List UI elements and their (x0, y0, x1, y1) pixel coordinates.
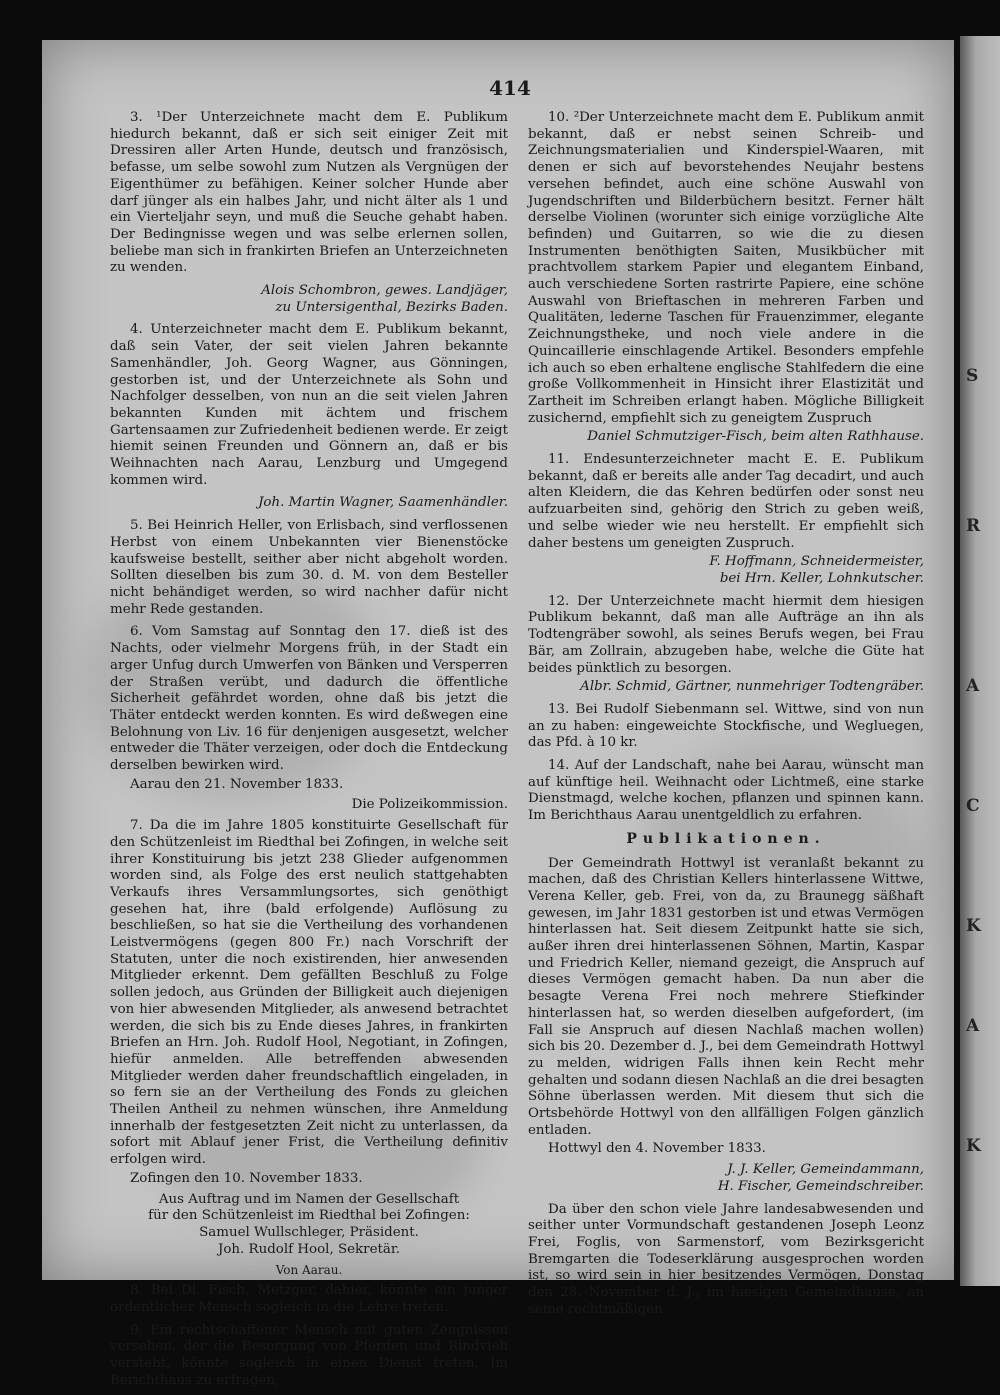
ad-10: 10. ²Der Unterzeichnete macht dem E. Publikum anmit bekannt, daß er nebst seinen Schreib- und Zeichnungsmaterialien und Kinderspiel-Waaren, mit denen er sich auf bevorstehendes Neujahr bestens versehen befindet, auch eine schöne Auswahl von Jugendschriften und Bilderbüchern besitzt. Ferner hält derselbe Violinen (worunter sich einige vorzügliche Alte befinden) und Guitarren, so wie die zu diesen Instrumenten benöthigten Saiten, Musikbücher mit prachtvollem starkem Papier und elegantem Einband, auch verschiedene Sorten rastrirte Papiere, eine schöne Auswahl von Brieftaschen in mehreren Farben und Qualitäten, lederne Taschen für Frauenzimmer, elegante Zeichnungstheke, und noch viele andere in die Quincaillerie einschlagende Artikel. Besonders empfehle ich auch so eben erhaltene englische Stahlfedern die eine große Vollkommenheit in Hinsicht ihrer Elastizität und Zartheit im Schreiben erlangt haben. Mögliche Billigkeit zusichernd, empfiehlt sich zu geneigtem Zuspruch (528, 110, 924, 426)
ad-3-signature-2: zu Untersigenthal, Bezirks Baden. (275, 299, 508, 315)
ad-4-signature: Joh. Martin Wagner, Saamenhändler. (258, 495, 508, 511)
ad-6-date: Aarau den 21. November 1833. (130, 776, 344, 792)
ad-4: 4. Unterzeichneter macht dem E. Publikum bekannt, daß sein Vater, der seit vielen Jahren bekannte Samenhändler, Joh. Georg Wagner, aus Gönningen, gestorben ist, und der Unterzeichnete als Sohn und Nachfolger desselben, von nun an die seit vielen Jahren bekannten Kunden mit ächtem und frischem Gartensaamen zur Zufriedenheit bedienen werde. Er zeigt hiemit seinen Freunden und Gönnern an, daß er bis Weihnachten nach Aarau, Lenzburg und Umgegend kommen wird. (110, 322, 508, 488)
ad-7: 7. Da die im Jahre 1805 konstituirte Gesellschaft für den Schützenleist im Riedthal bei Zofingen, in welche seit ihrer Konstituirung bis jetzt 238 Glieder aufgenommen worden sind, als Folge des erst neulich stattgehabten Verkaufs ihres Versammlungsortes, sich genöthigt gesehen hat, ihre (bald erfolgende) Auflösung zu beschließen, so hat sie die Vertheilung des vorhandenen Leistvermögens (gegen 800 Fr.) nach Vorschrift der Statuten, unter die noch existirenden, hier anwesenden Mitglieder erkennt. Dem gefällten Beschluß zu Folge sollen jedoch, aus Gründen der Billigkeit auch diejenigen von hier abwesenden Mitglieder, als anwesend betrachtet werden, die sich bis zu Ende dieses Jahres, in frankirten Briefen an Hrn. Joh. Rudolf Hool, Negotiant, in Zofingen, hiefür anmelden. Alle betreffenden abwesenden Mitglieder werden daher freundschaftlich eingeladen, in so fern sie an der Vertheilung des Fonds zu gleichen Theilen Antheil zu nehmen wünschen, ihre Anmeldung innerhalb der festgesetzten Zeit nicht zu unterlassen, da sofort mit Ablauf jener Frist, die Vertheilung definitiv erfolgen wird. (110, 818, 508, 1168)
ad-7-signature-3: Samuel Wullschleger, Präsident. (199, 1225, 419, 1240)
adjacent-page-edge: S R A C K A K (960, 36, 1000, 1286)
ad-12-signature: Albr. Schmid, Gärtner, nunmehriger Todtengräber. (580, 679, 924, 695)
ad-7-signature-4: Joh. Rudolf Hool, Sekretär. (217, 1241, 401, 1257)
ad-14: 14. Auf der Landschaft, nahe bei Aarau, wünscht man auf künftige heil. Weihnacht oder Lichtmeß, eine starke Dienstmagd, welche kochen, pflanzen und spinnen kann. Im Berichthaus Aarau unentgeldlich zu erfahren. (528, 758, 924, 824)
ad-5: 5. Bei Heinrich Heller, von Erlisbach, sind verflossenen Herbst von einem Unbekannten vier Bienenstöcke kaufsweise bestellt, seither aber nicht abgeholt worden. Sollten dieselben bis zum 30. d. M. von dem Besteller nicht behändiget werden, so wird nachher dafür nicht mehr Rede gestanden. (110, 518, 508, 617)
page-number: 414 (489, 76, 531, 100)
ad-3-signature-1: Alois Schombron, gewes. Landjäger, (261, 283, 508, 299)
ad-11-signature-2: bei Hrn. Keller, Lohnkutscher. (719, 570, 924, 586)
publication-2: Da über den schon viele Jahre landesabwesenden und seither unter Vormundschaft gestandenen Joseph Leonz Frei, Foglis, von Sarmenstorf, vom Bezirksgericht Bremgarten die Todeserklärung ausgesprochen worden ist, so wird sein in hier besitzendes Vermögen, Donstag den 28. November d. J., im hiesigen Gemeindhause, an seine rechtmäßigen (528, 1201, 924, 1317)
ad-10-signature: Daniel Schmutziger-Fisch, beim alten Rathhause. (587, 429, 924, 445)
section-von-aarau: Von Aarau. (275, 1263, 343, 1278)
section-heading-publikationen: Publikationen. (626, 830, 826, 847)
publication-1-date: Hottwyl den 4. November 1833. (548, 1141, 766, 1157)
ad-7-date: Zofingen den 10. November 1833. (130, 1170, 363, 1186)
right-column (528, 110, 924, 1325)
ad-11-signature-1: F. Hoffmann, Schneidermeister, (709, 554, 924, 570)
ad-7-signature-2: für den Schützenleist im Riedthal bei Zofingen: (148, 1208, 470, 1224)
publication-1: Der Gemeindrath Hottwyl ist veranlaßt bekannt zu machen, daß des Christian Kellers hinterlassene Wittwe, Verena Keller, geb. Frei, von da, zu Braunegg säßhaft gewesen, im Jahr 1831 gestorben ist und etwas Vermögen hinterlassen hat. Seit diesem Zeitpunkt hatte sie sich, außer ihren drei hinterlassenen Söhnen, Martin, Kaspar und Friedrich Keller, niemand gezeigt, die Anspruch auf dieses Vermögen gemacht haben. Da nun aber die besagte Verena Frei noch mehrere Stiefkinder hinterlassen hat, so werden dieselben aufgefordert, (im Fall sie Anspruch auf diesen Nachlaß machen wollen) sich bis 20. Dezember d. J., bei dem Gemeindrath Hottwyl zu melden, widrigen Falls ihnen kein Recht mehr gehalten und sodann diesen Nachlaß an die drei besagten Söhne überlassen werden. Mit diesem thut sich die Ortsbehörde Hottwyl von den allfälligen Folgen gänzlich entladen. (528, 855, 925, 1138)
ad-7-signature-1: Aus Auftrag und im Namen der Gesellschaft (158, 1191, 460, 1207)
ad-8: 8. Bei Dl. Fisch, Metzger, dahier, könnte ein junger ordentlicher Mensch sogleich in die Lehre treten. (110, 1283, 508, 1315)
left-column (110, 110, 508, 1395)
publication-1-signature-1: J. J. Keller, Gemeindammann, (727, 1162, 924, 1178)
ad-12: 12. Der Unterzeichnete macht hiermit dem hiesigen Publikum bekannt, daß man alle Aufträge an ihn als Todtengräber sowohl, als seines Berufs wegen, bei Frau Bär, am Zollrain, abzugeben habe, welche die Güte hat beides pünktlich zu besorgen. (528, 593, 924, 676)
ad-9: 9. Ein rechtschaffener Mensch mit guten Zeugnissen versehen, der die Besorgung von Pferden und Rindvieh versteht, könnte sogleich in einen Dienst treten. Im Berichthaus zu erfragen, (110, 1322, 508, 1388)
publication-1-signature-2: H. Fischer, Gemeindschreiber. (717, 1178, 924, 1194)
ad-13: 13. Bei Rudolf Siebenmann sel. Wittwe, sind von nun an zu haben: eingeweichte Stockfische, und Wegluegen, das Pfd. à 10 kr. (528, 701, 924, 751)
ad-3: 3. ¹Der Unterzeichnete macht dem E. Publikum hiedurch bekannt, daß er sich seit einiger Zeit mit Dressiren aller Arten Hunde, deutsch und französisch, befasse, um selbe sowohl zum Nutzen als Vergnügen der Eigenthümer zu befähigen. Keiner solcher Hunde aber darf jünger als ein halbes Jahr, und nicht älter als 1 und ein Vierteljahr seyn, und muß die Seuche gehabt haben. Der Bedingnisse wegen und was selbe erlernen sollen, beliebe man sich in frankirten Briefen an Unterzeichneten zu wenden. (110, 110, 508, 276)
ad-6-signature: Die Polizeikommission. (351, 797, 508, 813)
ad-11: 11. Endesunterzeichneter macht E. E. Publikum bekannt, daß er bereits alle ander Tag decadirt, und auch alten Kleidern, die das Kehren bedürfen oder sonst neu aufzuarbeiten sind, gehörig den Strich zu geben weiß, und selbe wieder wie neu herstellt. Er empfiehlt sich daher bestens um geneigten Zuspruch. (528, 452, 924, 551)
ad-6: 6. Vom Samstag auf Sonntag den 17. dieß ist des Nachts, oder vielmehr Morgens früh, in der Stadt ein arger Unfug durch Umwerfen von Bänken und Versperren der Straßen verübt, und dadurch die öffentliche Sicherheit gefährdet worden, ohne daß bis jetzt die Thäter entdeckt werden konnten. Es wird deßwegen eine Belohnung von Liv. 16 für denjenigen ausgesetzt, welcher entweder die Thäter verzeigen, oder doch die Entdeckung derselben bewirken wird. (110, 624, 508, 774)
